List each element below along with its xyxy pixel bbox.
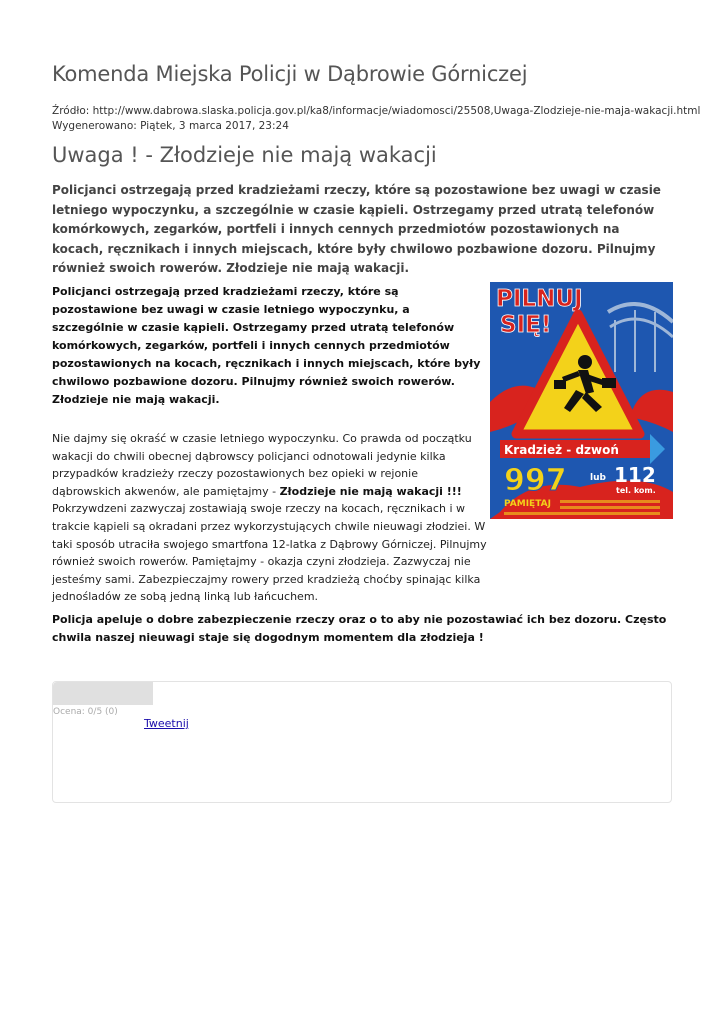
poster-image: [490, 282, 673, 519]
rating-box: [52, 681, 672, 803]
poster-banner: Kradzież - dzwoń: [504, 443, 619, 457]
site-title: Komenda Miejska Policji w Dąbrowie Górniczej: [52, 62, 528, 86]
generated-date: Wygenerowano: Piątek, 3 marca 2017, 23:24: [52, 120, 289, 132]
poster-number-alt: 112: [614, 463, 656, 487]
rating-stars-bar[interactable]: [53, 682, 153, 705]
poster-number-or: lub: [590, 473, 606, 483]
body-paragraph-part2: Pokrzywdzeni zazwyczaj zostawiają swoje rzeczy na kocach, ręcznikach i w trakcie kąpieli są okradani przez wykorzystujących chwile nieuwagi złodziei. W taki sposób utraciła swojego smartfona 12-latka z Dąbrowy Górniczej. Pilnujmy również swoich rowerów. Pamiętajmy - okazja czyni złodzieja. Zazwyczaj nie jesteśmy sami. Zabezpieczajmy rowery przed kradzieżą choćby spinając kilka jednośladów ze sobą jedną linką lub łańcuchem.: [52, 502, 487, 604]
poster-remember: PAMIĘTAJ: [504, 499, 551, 509]
poster-headline-1: PILNUJ: [496, 286, 583, 312]
article-body: [52, 430, 488, 606]
article-title: Uwaga ! - Złodzieje nie mają wakacji: [52, 143, 437, 167]
article-lead: Policjanci ostrzegają przed kradzieżami rzeczy, które są pozostawione bez uwagi w czasie letniego wypoczynku, a szczególnie w czasie kąpieli. Ostrzegamy przed utratą telefonów komórkowych, zegarków, portfeli i innych cennych przedmiotów pozostawionych na kocach, ręcznikach i innych miejscach, które były chwilowo pozbawione dozoru. Pilnujmy również swoich rowerów. Złodzieje nie mają wakacji.: [52, 183, 661, 275]
article-closing: Policja apeluje o dobre zabezpieczenie rzeczy oraz o to aby nie pozostawiać ich bez dozoru. Często chwila naszej nieuwagi staje się dogodnym momentem dla złodzieja !: [52, 613, 667, 644]
document-meta: [52, 104, 700, 134]
rating-label: Ocena: 0/5 (0): [53, 707, 118, 717]
source-url: Źródło: http://www.dabrowa.slaska.policja.gov.pl/ka8/informacje/wiadomosci/25508,Uwaga-Zlodzieje-nie-maja-wakacji.html: [52, 105, 701, 117]
body-emphasis: Złodzieje nie mają wakacji !!!: [279, 484, 462, 498]
body-paragraph-part1: Nie dajmy się okraść w czasie letniego wypoczynku. Co prawda od początku wakacji do chwili obecnej dąbrowscy policjanci odnotowali jedynie kilka przypadków kradzieży rzeczy pozostawionych bez opieki w rejonie dąbrowskich akwenów, ale pamiętajmy -: [52, 432, 472, 498]
poster-number-alt-label: tel. kom.: [616, 486, 656, 495]
poster-number-main: 997: [504, 463, 567, 498]
tweet-link[interactable]: Tweetnij: [144, 717, 189, 730]
article-intro-bold: Policjanci ostrzegają przed kradzieżami rzeczy, które są pozostawione bez uwagi w czasie letniego wypoczynku, a szczególnie w czasie kąpieli. Ostrzegamy przed utratą telefonów komórkowych, zegarków, portfeli i innych cennych przedmiotów pozostawionych na kocach, ręcznikach i innych miejscach, które były chwilowo pozbawione dozoru. Pilnujmy również swoich rowerów. Złodzieje nie mają wakacji.: [52, 285, 481, 406]
poster-headline-2: SIĘ!: [500, 312, 552, 338]
